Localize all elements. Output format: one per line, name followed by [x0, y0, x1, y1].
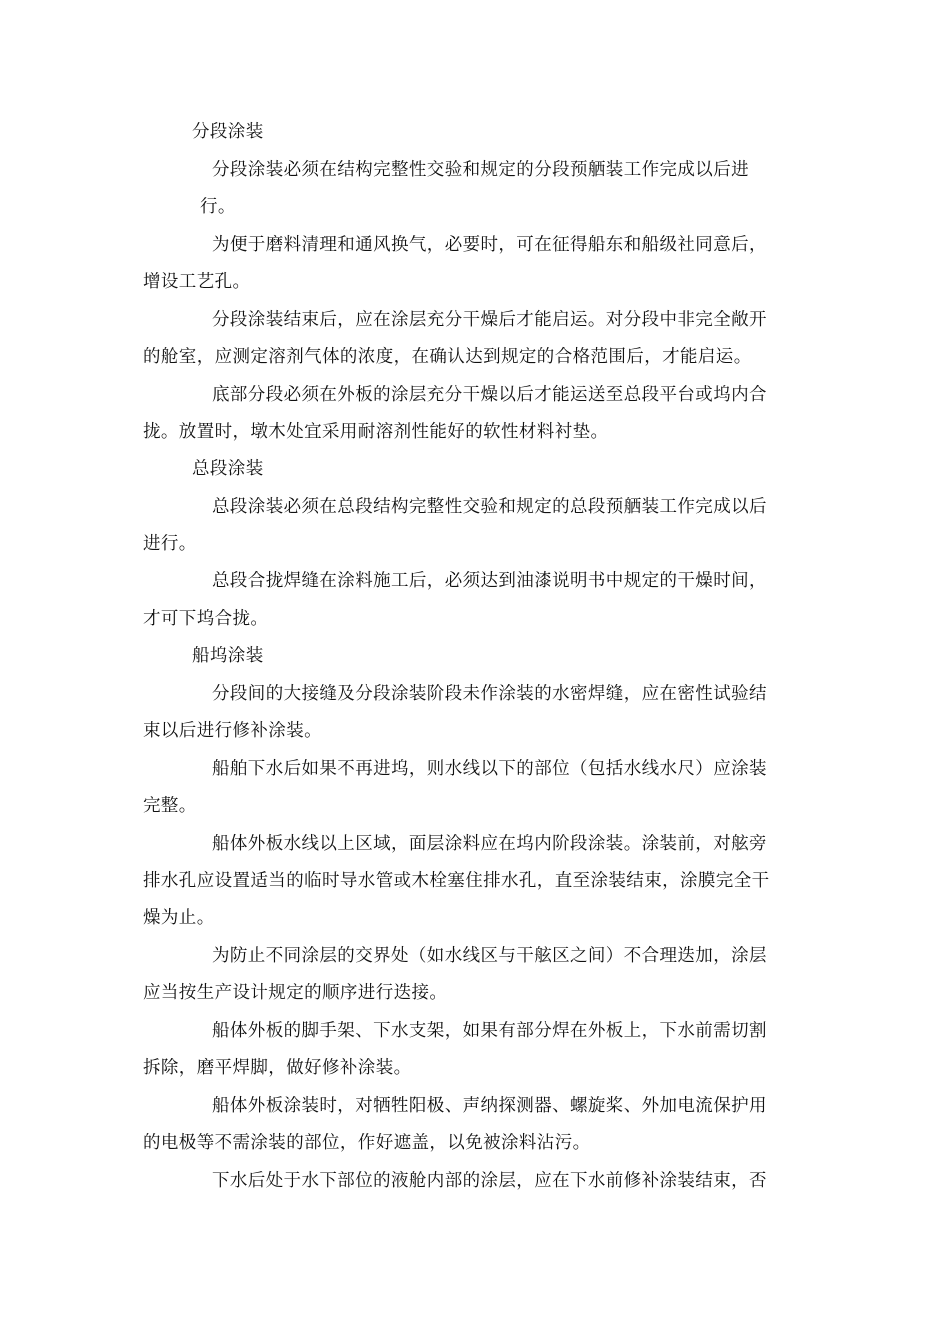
paragraph-line: 船舶下水后如果不再进坞，则水线以下的部位（包括水线水尺）应涂装: [212, 759, 767, 779]
paragraph-line: 船体外板涂装时，对牺牲阳极、声纳探测器、螺旋桨、外加电流保护用: [212, 1096, 767, 1116]
paragraph-line: 分段涂装结束后，应在涂层充分干燥后才能启运。对分段中非完全敞开: [212, 310, 767, 330]
paragraph-line: 总段涂装必须在总段结构完整性交验和规定的总段预舾装工作完成以后: [212, 497, 767, 517]
paragraph-line: 拢。放置时，墩木处宜采用耐溶剂性能好的软性材料衬垫。: [143, 422, 609, 442]
paragraph-line: 行。: [200, 197, 236, 217]
paragraph-line: 应当按生产设计规定的顺序进行迭接。: [143, 983, 448, 1003]
paragraph-line: 完整。: [143, 796, 197, 816]
paragraph-line: 束以后进行修补涂装。: [143, 721, 322, 741]
paragraph-line: 分段涂装必须在结构完整性交验和规定的分段预舾装工作完成以后进: [212, 160, 749, 180]
paragraph-line: 才可下坞合拢。: [143, 609, 269, 629]
paragraph-line: 船体外板的脚手架、下水支架，如果有部分焊在外板上，下水前需切割: [212, 1021, 767, 1041]
paragraph-line: 为防止不同涂层的交界处（如水线区与干舷区之间）不合理迭加，涂层: [212, 946, 767, 966]
paragraph-line: 燥为止。: [143, 908, 215, 928]
paragraph-line: 的电极等不需涂装的部位，作好遮盖，以免被涂料沾污。: [143, 1133, 591, 1153]
section-heading: 船坞涂装: [192, 646, 264, 666]
paragraph-line: 底部分段必须在外板的涂层充分干燥以后才能运送至总段平台或坞内合: [212, 385, 767, 405]
paragraph-line: 进行。: [143, 534, 197, 554]
paragraph-line: 排水孔应设置适当的临时导水管或木栓塞住排水孔，直至涂装结束，涂膜完全干: [143, 871, 770, 891]
paragraph-line: 下水后处于水下部位的液舱内部的涂层，应在下水前修补涂装结束，否: [212, 1171, 767, 1191]
paragraph-line: 分段间的大接缝及分段涂装阶段未作涂装的水密焊缝，应在密性试验结: [212, 684, 767, 704]
section-heading: 总段涂装: [192, 459, 264, 479]
paragraph-line: 增设工艺孔。: [143, 272, 251, 292]
paragraph-line: 为便于磨料清理和通风换气，必要时，可在征得船东和船级社同意后，: [212, 235, 767, 255]
paragraph-line: 船体外板水线以上区域，面层涂料应在坞内阶段涂装。涂装前，对舷旁: [212, 834, 767, 854]
section-heading: 分段涂装: [192, 122, 264, 142]
paragraph-line: 的舱室，应测定溶剂气体的浓度，在确认达到规定的合格范围后，才能启运。: [143, 347, 752, 367]
paragraph-line: 总段合拢焊缝在涂料施工后，必须达到油漆说明书中规定的干燥时间，: [212, 571, 767, 591]
paragraph-line: 拆除，磨平焊脚，做好修补涂装。: [143, 1058, 412, 1078]
